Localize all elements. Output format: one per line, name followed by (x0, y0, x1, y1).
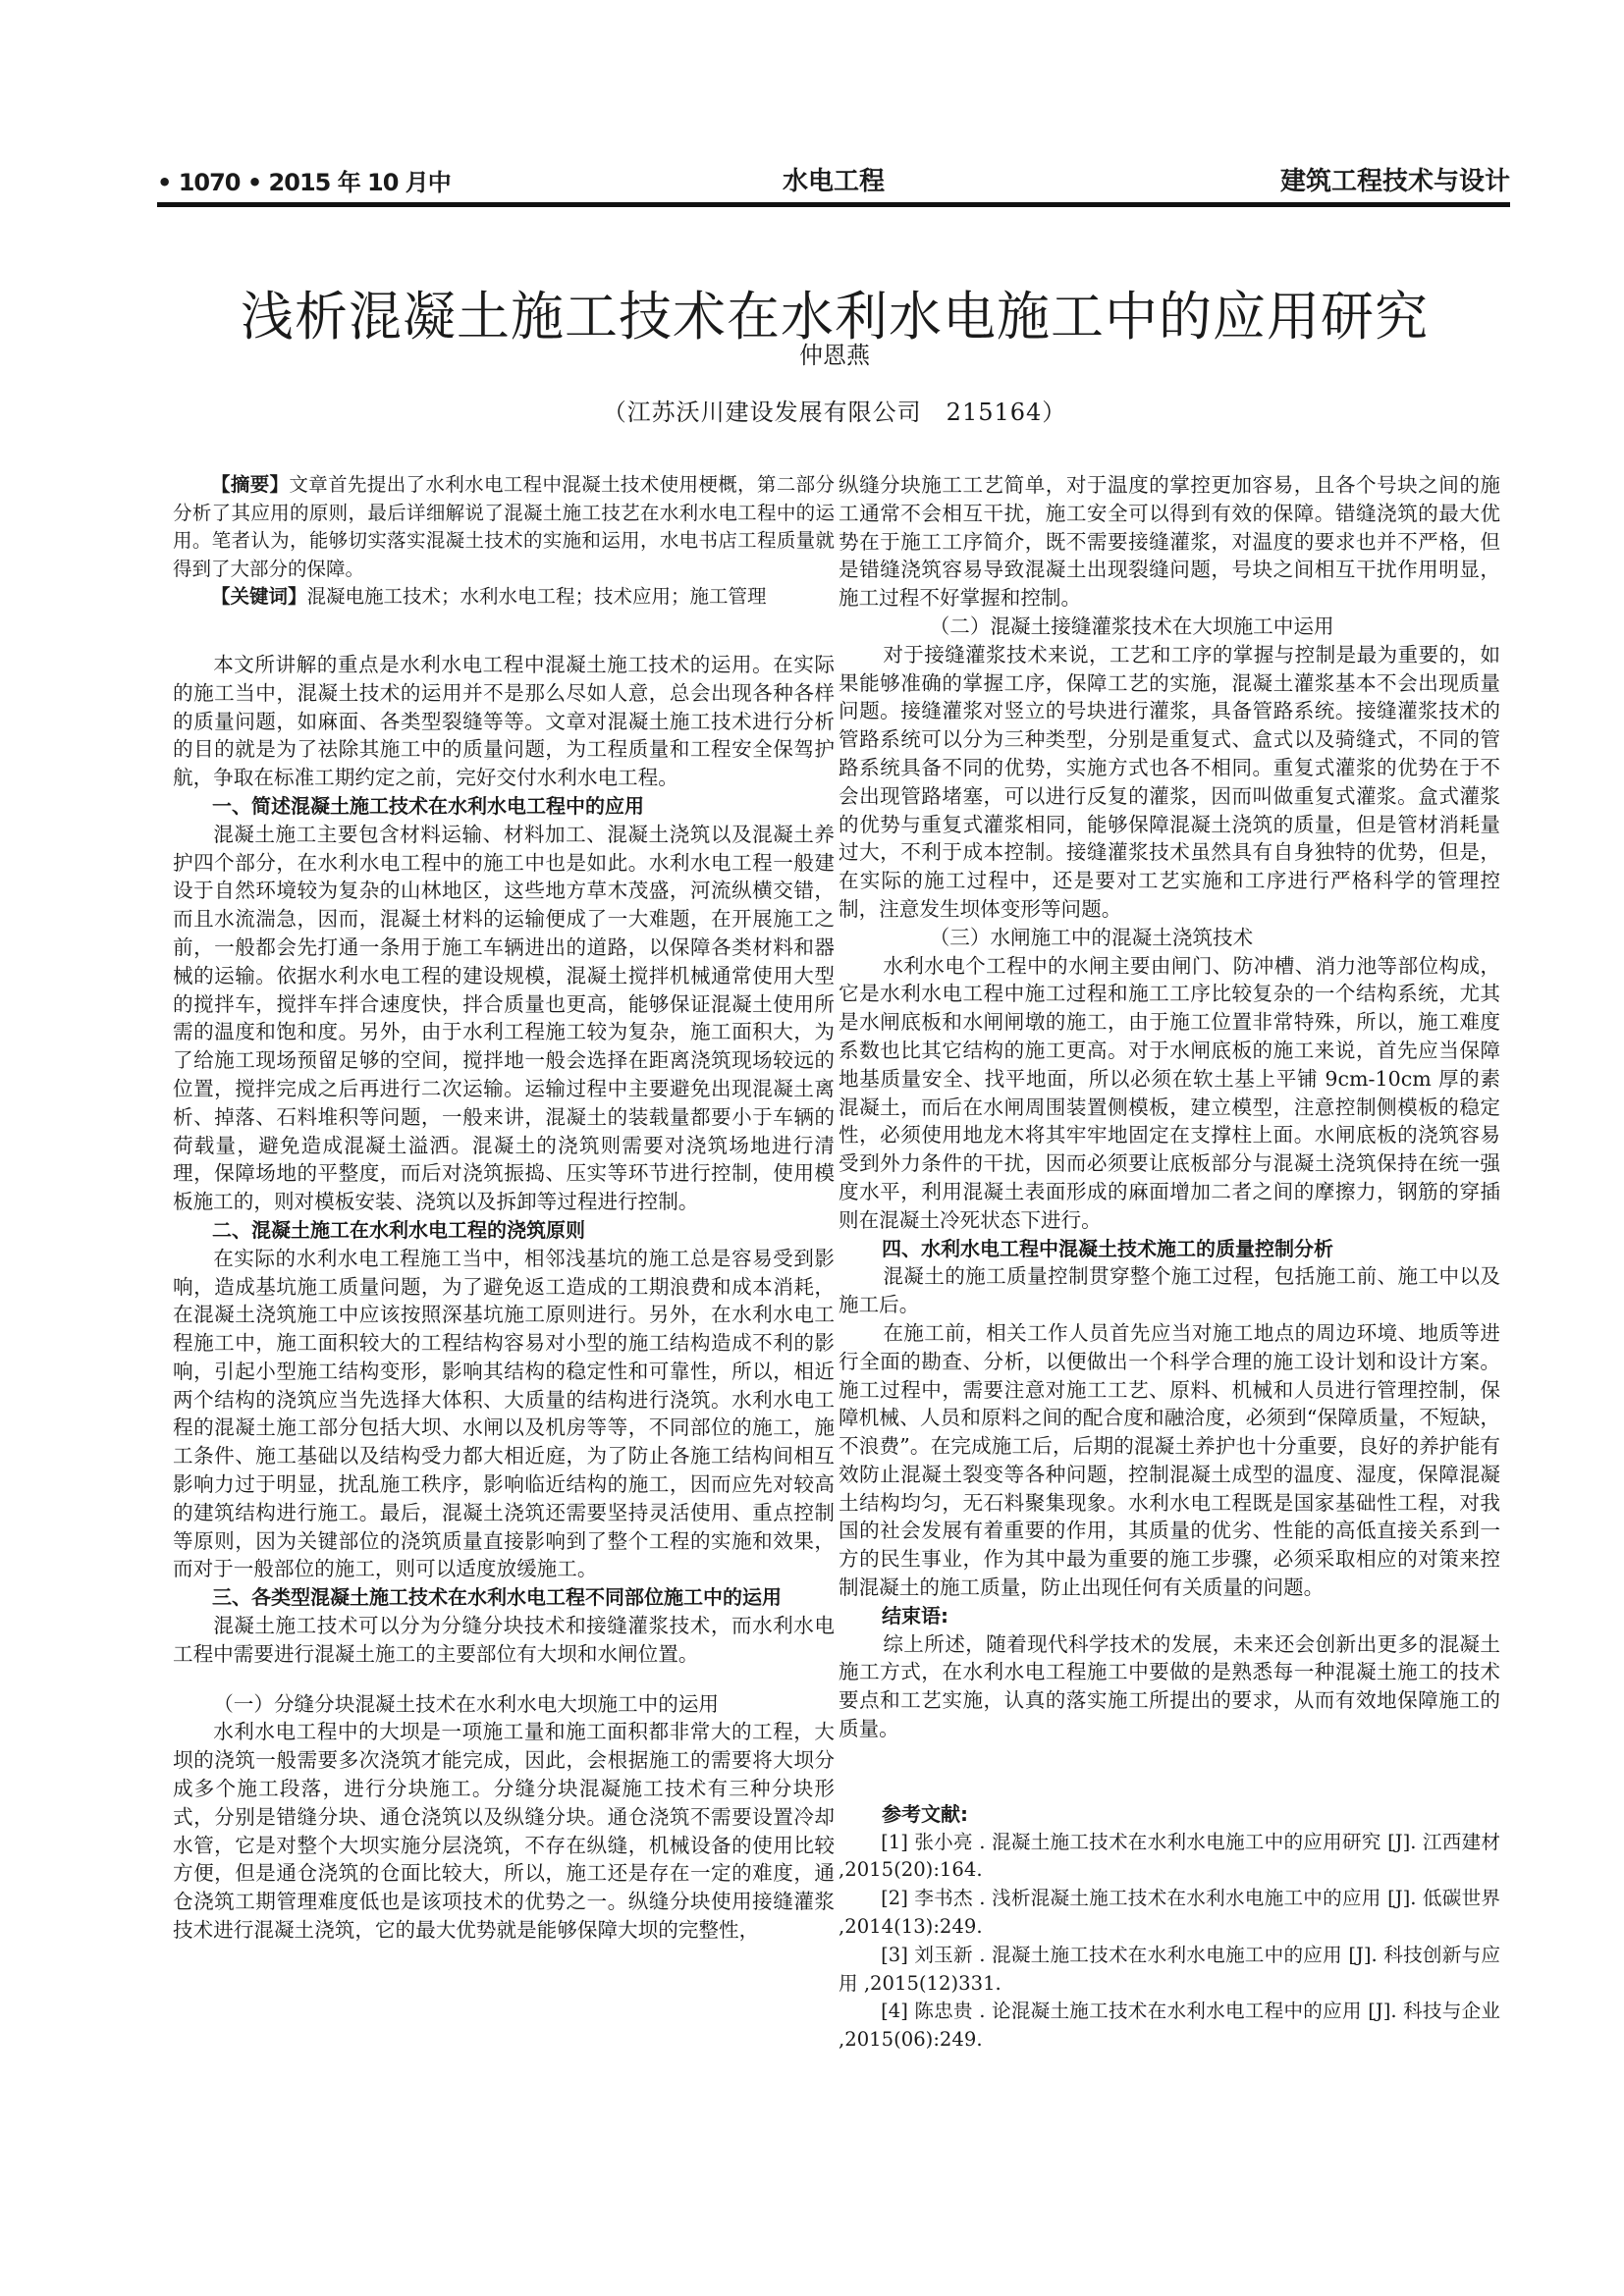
reference-item: [3] 刘玉新 . 混凝土施工技术在水利水电施工中的应用 [J]. 科技创新与应用 ,2015(12)331. (839, 1943, 1500, 1995)
section-4-paragraph-2: 在施工前，相关工作人员首先应当对施工地点的周边环境、地质等进行全面的勘查、分析，以便做出一个科学合理的施工设计划和设计方案。施工过程中，需要注意对施工工艺、原料、机械和人员进行管理控制，保障机械、人员和原料之间的配合度和融洽度，必须到“保障质量，不短缺，不浪费”。在完成施工后，后期的混凝土养护也十分重要，良好的养护能有效防止混凝土裂变等各种问题，控制混凝土成型的温度、湿度，保障混凝土结构均匀，无石料聚集现象。水利水电工程既是国家基础性工程，对我国的社会发展有着重要的作用，其质量的优劣、性能的高低直接关系到一方的民生事业，作为其中最为重要的施工步骤，必须采取相应的对策来控制混凝土的施工质量，防止出现任何有关质量的问题。 (839, 1320, 1500, 1600)
spacer (173, 1669, 835, 1690)
section-name: 建筑工程技术与设计 (1279, 167, 1510, 196)
left-column (173, 471, 835, 1945)
keywords-label: 【关键词】 (211, 585, 307, 609)
subsection-2-heading: （二）混凝土接缝灌浆技术在大坝施工中运用 (929, 614, 1334, 638)
reference-item: [2] 李书杰 . 浅析混凝土施工技术在水利水电施工中的应用 [J]. 低碳世界 ,2014(13):249. (839, 1887, 1500, 1939)
section-2-paragraph: 在实际的水利水电工程施工当中，相邻浅基坑的施工总是容易受到影响，造成基坑施工质量问题，为了避免返工造成的工期浪费和成本消耗，在混凝土浇筑施工中应该按照深基坑施工原则进行。另外，在水利水电工程施工中，施工面积较大的工程结构容易对小型的施工结构造成不利的影响，引起小型施工结构变形，影响其结构的稳定性和可靠性，所以，相近两个结构的浇筑应当先选择大体积、大质量的结构进行浇筑。水利水电工程的混凝土施工部分包括大坝、水闸以及机房等等，不同部位的施工，施工条件、施工基础以及结构受力都大相近庭，为了防止各施工结构间相互影响力过于明显，扰乱施工秩序，影响临近结构的施工，因而应先对较高的建筑结构进行施工。最后，混凝土浇筑还需要坚持灵活使用、重点控制等原则，因为关键部位的浇筑质量直接影响到了整个工程的实施和效果，而对于一般部位的施工，则可以适度放缓施工。 (173, 1246, 835, 1581)
conclusion-heading: 结束语: (882, 1603, 948, 1628)
subsection-3-heading: （三）水闸施工中的混凝土浇筑技术 (929, 925, 1254, 949)
section-3-paragraph: 混凝土施工技术可以分为分缝分块技术和接缝灌浆技术，而水利水电工程中需要进行混凝土施工的主要部位有大坝和水闸位置。 (173, 1614, 835, 1666)
spacer (839, 1743, 1500, 1800)
running-header (157, 155, 1510, 204)
section-4-paragraph-1: 混凝土的施工质量控制贯穿整个施工过程，包括施工前、施工中以及施工后。 (839, 1264, 1500, 1317)
reference-item: [1] 张小亮 . 混凝土施工技术在水利水电施工中的应用研究 [J]. 江西建材 ,2015(20):164. (839, 1830, 1500, 1882)
intro-paragraph: 本文所讲解的重点是水利水电工程中混凝土施工技术的运用。在实际的施工当中，混凝土技术的运用并不是那么尽如人意，总会出现各种各样的质量问题，如麻面、各类型裂缝等等。文章对混凝土施工技术进行分析的目的就是为了祛除其施工中的质量问题，为工程质量和工程安全保驾护航，争取在标准工期约定之前，完好交付水利水电工程。 (173, 652, 835, 790)
right-column (839, 471, 1500, 2055)
abstract-label: 【摘要】 (211, 473, 290, 496)
continued-paragraph: 纵缝分块施工工艺简单，对于温度的掌控更加容易，且各个号块之间的施工通常不会相互干扰，施工安全可以得到有效的保障。错缝浇筑的最大优势在于施工工序简介，既不需要接缝灌浆，对温度的要求也并不严格，但是错缝浇筑容易导致混凝土出现裂缝问题，号块之间相互干扰作用明显，施工过程不好掌握和控制。 (839, 473, 1500, 611)
spacer (173, 612, 835, 651)
author: 仲恩燕 (799, 342, 870, 369)
affiliation: （江苏沃川建设发展有限公司 215164） (602, 399, 1067, 426)
section-2-heading: 二、混凝土施工在水利水电工程的浇筑原则 (212, 1217, 585, 1242)
section-4-heading: 四、水利水电工程中混凝土技术施工的质量控制分析 (882, 1236, 1333, 1260)
paper-title: 浅析混凝土施工技术在水利水电施工中的应用研究 (241, 286, 1429, 348)
header-rule (157, 202, 1510, 207)
page-number-date: • 1070 • 2015 年 10 月中 (157, 169, 451, 196)
journal-name: 水电工程 (782, 167, 885, 196)
subsection-1-paragraph: 水利水电工程中的大坝是一项施工量和施工面积都非常大的工程，大坝的浇筑一般需要多次浇筑才能完成，因此，会根据施工的需要将大坝分成多个施工段落，进行分块施工。分缝分块混凝施工技术有三种分块形式，分别是错缝分块、通仓浇筑以及纵缝分块。通仓浇筑不需要设置冷却水管，它是对整个大坝实施分层浇筑，不存在纵缝，机械设备的使用比较方便，但是通仓浇筑的仓面比较大，所以，施工还是存在一定的难度，通仓浇筑工期管理难度低也是该项技术的优势之一。纵缝分块使用接缝灌浆技术进行混凝土浇筑，它的最大优势就是能够保障大坝的完整性， (173, 1720, 835, 1943)
keywords-text: 混凝电施工技术；水利水电工程；技术应用；施工管理 (306, 585, 767, 609)
abstract (173, 471, 835, 583)
conclusion-paragraph: 综上所述，随着现代科学技术的发展，未来还会创新出更多的混凝土施工方式，在水利水电工程施工中要做的是熟悉每一种混凝土施工的技术要点和工艺实施，认真的落实施工所提出的要求，从而有效地保障施工的质量。 (839, 1631, 1500, 1741)
subsection-1-heading: （一）分缝分块混凝土技术在水利水电大坝施工中的运用 (213, 1691, 720, 1716)
keywords (173, 583, 835, 612)
reference-item: [4] 陈忠贵 . 论混凝土施工技术在水利水电工程中的应用 [J]. 科技与企业 ,2015(06):249. (839, 2000, 1500, 2052)
subsection-2-paragraph: 对于接缝灌浆技术来说，工艺和工序的掌握与控制是最为重要的，如果能够准确的掌握工序，保障工艺的实施，混凝土灌浆基本不会出现质量问题。接缝灌浆对竖立的号块进行灌浆，具备管路系统。接缝灌浆技术的管路系统可以分为三种类型，分别是重复式、盒式以及骑缝式，不同的管路系统具备不同的优势，实施方式也各不相同。重复式灌浆的优势在于不会出现管路堵塞，可以进行反复的灌浆，因而叫做重复式灌浆。盒式灌浆的优势与重复式灌浆相同，能够保障混凝土浇筑的质量，但是管材消耗量过大，不利于成本控制。接缝灌浆技术虽然具有自身独特的优势，但是，在实际的施工过程中，还是要对工艺实施和工序进行严格科学的管理控制，注意发生坝体变形等问题。 (839, 642, 1500, 921)
subsection-3-paragraph: 水利水电个工程中的水闸主要由闸门、防冲槽、消力池等部位构成，它是水利水电工程中施工过程和施工工序比较复杂的一个结构系统，尤其是水闸底板和水闸闸墩的施工，由于施工位置非常特殊，所以，施工难度系数也比其它结构的施工更高。对于水闸底板的施工来说，首先应当保障地基质量安全、找平地面，所以必须在软土基上平铺 9cm-10cm 厚的素混凝土，而后在水闸周围装置侧模板，建立模型，注意控制侧模板的稳定性，必须使用地龙木将其牢牢地固定在支撑柱上面。水闸底板的浇筑容易受到外力条件的干扰，因而必须要让底板部分与混凝土浇筑保持在统一强度水平，利用混凝土表面形成的麻面增加二者之间的摩擦力，钢筋的穿插则在混凝土冷死状态下进行。 (839, 953, 1500, 1232)
section-1-heading: 一、简述混凝土施工技术在水利水电工程中的应用 (212, 793, 644, 818)
section-3-heading: 三、各类型混凝土施工技术在水利水电工程不同部位施工中的运用 (212, 1585, 782, 1610)
section-1-paragraph: 混凝土施工主要包含材料运输、材料加工、混凝土浇筑以及混凝土养护四个部分，在水利水电工程中的施工中也是如此。水利水电工程一般建设于自然环境较为复杂的山林地区，这些地方草木茂盛，河流纵横交错，而且水流湍急，因而，混凝土材料的运输便成了一大难题，在开展施工之前，一般都会先打通一条用于施工车辆进出的道路，以保障各类材料和器械的运输。依据水利水电工程的建设规模，混凝土搅拌机械通常使用大型的搅拌车，搅拌车拌合速度快，拌合质量也更高，能够保证混凝土使用所需的温度和饱和度。另外，由于水利工程施工较为复杂，施工面积大，为了给施工现场预留足够的空间，搅拌地一般会选择在距离浇筑现场较远的位置，搅拌完成之后再进行二次运输。运输过程中主要避免出现混凝土离析、掉落、石料堆积等问题，一般来讲，混凝土的装载量都要小于车辆的荷载量，避免造成混凝土溢洒。混凝土的浇筑则需要对浇筑场地进行清理，保障场地的平整度，而后对浇筑振捣、压实等环节进行控制，使用模板施工的，则对模板安装、浇筑以及拆卸等过程进行控制。 (173, 822, 835, 1214)
abstract-text: 文章首先提出了水利水电工程中混凝土技术使用梗概，第二部分分析了其应用的原则，最后详细解说了混凝土施工技艺在水利水电工程中的运用。笔者认为，能够切实落实混凝土技术的实施和运用，水电书店工程质量就得到了大部分的保障。 (173, 473, 835, 580)
references-heading: 参考文献: (882, 1801, 968, 1826)
